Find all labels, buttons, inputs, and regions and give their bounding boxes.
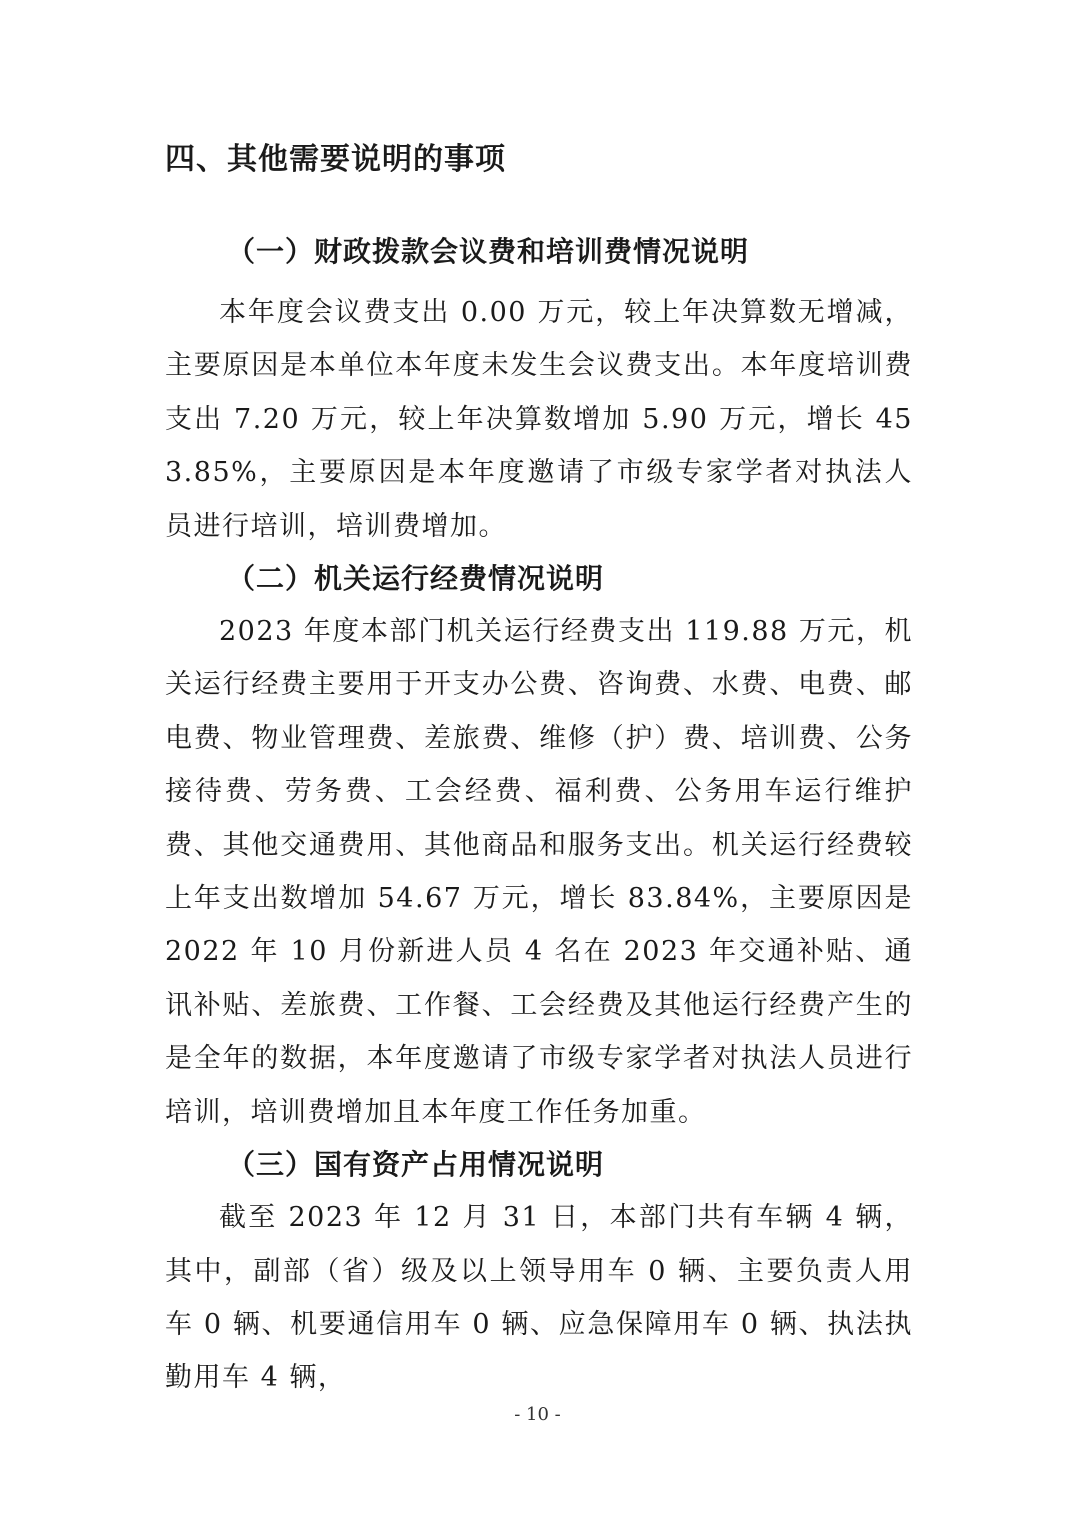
page-content xyxy=(165,138,913,1405)
subsection-heading-operating-expenses: （二）机关运行经费情况说明 xyxy=(227,562,605,596)
subsection-heading-state-assets: （三）国有资产占用情况说明 xyxy=(227,1148,605,1182)
page-number: - 10 - xyxy=(514,1404,561,1425)
paragraph-state-assets: 截至 2023 年 12 月 31 日，本部门共有车辆 4 辆，其中，副部（省）级及以上领导用车 0 辆、主要负责人用车 0 辆、机要通信用车 0 辆、应急保障用车 0 辆、执法执勤用车 4 辆， xyxy=(165,1202,913,1394)
paragraph-meeting-training: 本年度会议费支出 0.00 万元，较上年决算数无增减，主要原因是本单位本年度未发生会议费支出。本年度培训费支出 7.20 万元，较上年决算数增加 5.90 万元，增长 453.85%，主要原因是本年度邀请了市级专家学者对执法人员进行培训，培训费增加。 xyxy=(165,297,913,542)
subsection-heading-meeting-training: （一）财政拨款会议费和培训费情况说明 xyxy=(227,235,750,268)
paragraph-operating-expenses: 2023 年度本部门机关运行经费支出 119.88 万元，机关运行经费主要用于开支办公费、咨询费、水费、电费、邮电费、物业管理费、差旅费、维修（护）费、培训费、公务接待费、劳务费、工会经费、福利费、公务用车运行维护费、其他交通费用、其他商品和服务支出。机关运行经费较上年支出数增加 54.67 万元，增长 83.84%，主要原因是 2022 年 10 月份新进人员 4 名在 2023 年交通补贴、通讯补贴、差旅费、工作餐、工会经费及其他运行经费产生的是全年的数据，本年度邀请了市级专家学者对执法人员进行培训，培训费增加且本年度工作任务加重。 xyxy=(165,616,913,1128)
section-title: 四、其他需要说明的事项 xyxy=(165,142,506,177)
